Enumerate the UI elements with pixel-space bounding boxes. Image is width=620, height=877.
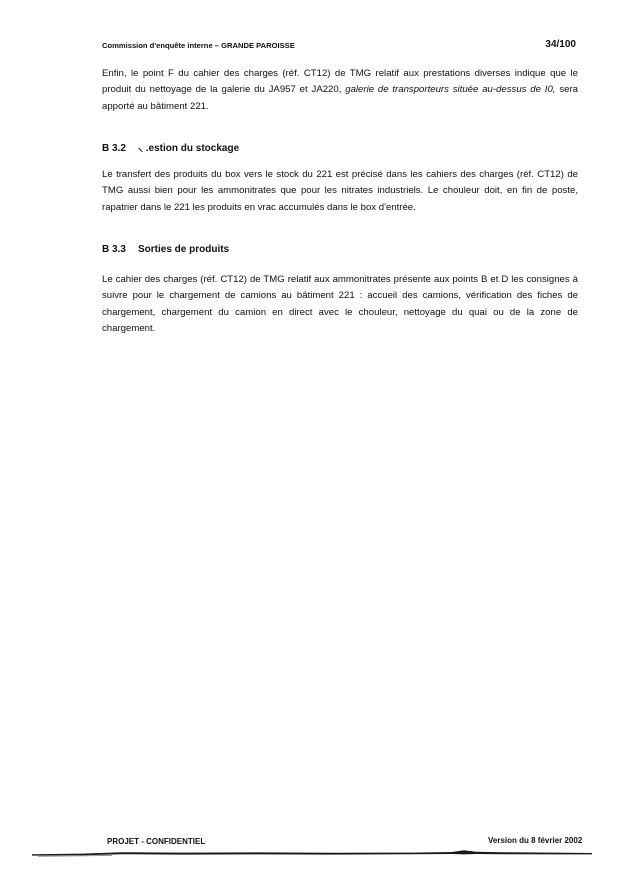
intro-italic-text: galerie de transporteurs située au-dessus de I0,	[345, 84, 556, 96]
version-date: Version du 8 février 2002	[488, 836, 583, 845]
section-body-sorties: Le cahier des charges (réf. CT12) de TMG relatif aux ammonitrates présente aux points B et D les consignes à suivre pour le chargement de camions au bâtiment 221 : accueil des camions, vérification des fiches de chargement, chargement du camion en direct avec le chouleur, nettoyage du quai ou de la zone de chargement.	[102, 274, 578, 335]
intro-text-start: Enfin, le point F du cahier des charges (réf. CT12) de TMG relatif aux prestations diverses indique que le produit du nettoyage de la galerie du JA957 et JA220,	[102, 68, 578, 96]
section-body-stockage: Le transfert des produits du box vers le stock du 221 est précisé dans les cahiers des charges (réf. CT12) de TMG aussi bien pour les ammonitrates que pour les nitrates industriels. Le chouleur doit, en fin de poste, rapatrier dans le 221 les produits en vrac accumulés dans le box d'entrée.	[102, 169, 578, 213]
page-number: 34/100	[545, 39, 576, 50]
intro-paragraph	[102, 66, 578, 115]
header-title: Commission d'enquête interne – GRANDE PAROISSE	[102, 41, 295, 50]
section-number: B 3.3	[102, 244, 126, 255]
section-number: B 3.2	[102, 143, 126, 154]
section-title: Sorties de produits	[138, 244, 230, 255]
page-footer	[0, 830, 620, 870]
section-title: ⸜ .estion du stockage	[138, 143, 240, 154]
section-heading-stockage	[102, 140, 239, 154]
intro-text-end: sera apporté au bâtiment 221.	[102, 84, 578, 112]
section-heading-sorties	[102, 244, 229, 255]
confidential-label: PROJET - CONFIDENTIEL	[107, 837, 206, 846]
page-header	[102, 40, 576, 54]
footer-divider	[32, 849, 592, 857]
